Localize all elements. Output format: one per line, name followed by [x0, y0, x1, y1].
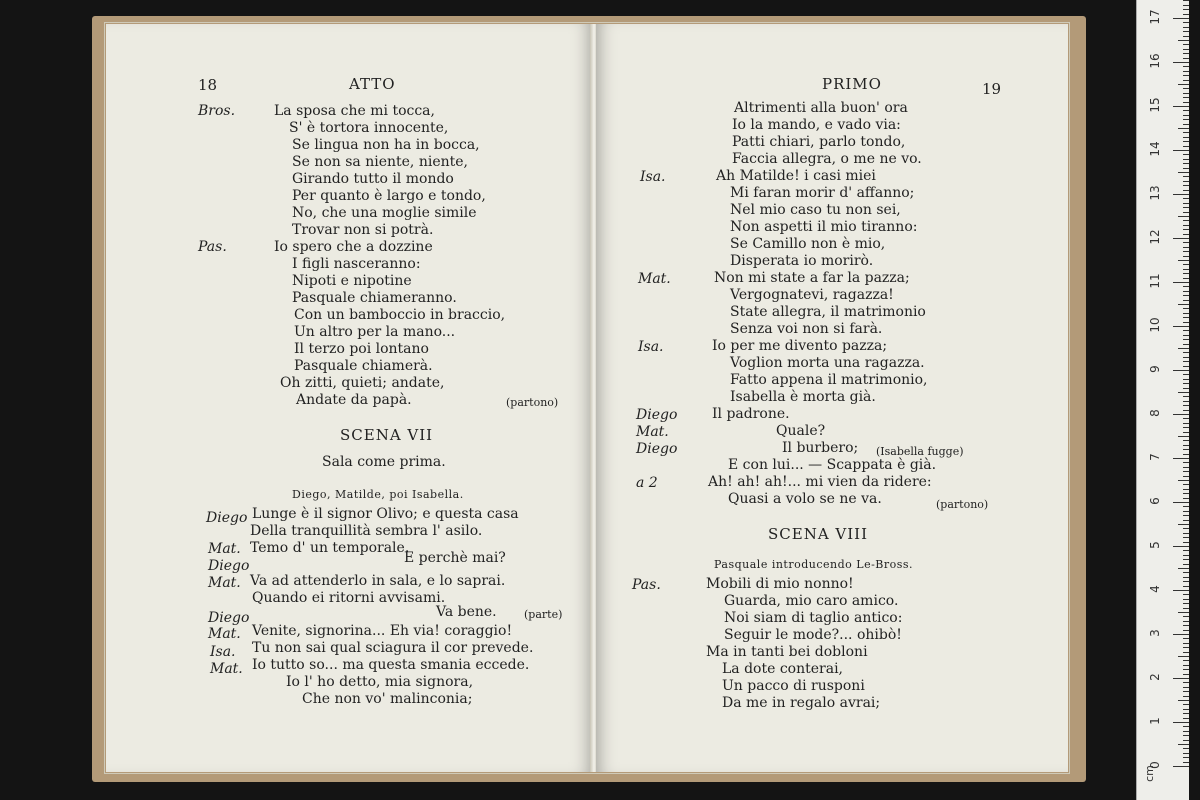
- ruler-number: 10: [1148, 317, 1162, 333]
- ruler-tick: [1183, 476, 1189, 477]
- ruler-tick: [1178, 700, 1189, 701]
- ruler-tick: [1183, 168, 1189, 169]
- ruler-tick: [1183, 704, 1189, 705]
- ruler-tick: [1183, 383, 1189, 384]
- verse-line: Senza voi non si farà.: [730, 321, 883, 337]
- ruler-tick: [1183, 27, 1189, 28]
- ruler-tick: [1178, 656, 1189, 657]
- ruler-tick: [1183, 374, 1189, 375]
- ruler-tick: [1183, 735, 1189, 736]
- verse-line: Se Camillo non è mio,: [730, 236, 886, 252]
- ruler-tick: [1173, 722, 1189, 723]
- ruler-tick: [1183, 110, 1189, 111]
- ruler-tick: [1183, 278, 1189, 279]
- dialogue-line: Della tranquillità sembra l' asilo.: [250, 523, 483, 539]
- ruler-tick: [1183, 44, 1189, 45]
- ruler-tick: [1173, 150, 1189, 151]
- verse-line: Disperata io morirò.: [730, 253, 874, 269]
- ruler-tick: [1183, 388, 1189, 389]
- ruler-tick: [1183, 251, 1189, 252]
- ruler-tick: [1183, 533, 1189, 534]
- verse-line: Altrimenti alla buon' ora: [734, 100, 908, 116]
- verse-line: Io per me divento pazza;: [712, 338, 888, 354]
- ruler-tick: [1183, 577, 1189, 578]
- verse-line: Nel mio caso tu non sei,: [730, 202, 901, 218]
- ruler-tick: [1183, 616, 1189, 617]
- verse-line: Il padrone.: [712, 406, 790, 422]
- ruler-tick: [1178, 260, 1189, 261]
- ruler-tick: [1183, 506, 1189, 507]
- speaker-label: Diego: [208, 558, 250, 574]
- right-page: [596, 24, 1068, 772]
- ruler-tick: [1178, 436, 1189, 437]
- ruler-tick: [1173, 238, 1189, 239]
- verse-line: Mi faran morir d' affanno;: [730, 185, 915, 201]
- ruler-number: 17: [1148, 9, 1162, 25]
- speaker-label: Diego: [636, 407, 678, 423]
- ruler-tick: [1183, 322, 1189, 323]
- dialogue-line: Venite, signorina... Eh via! coraggio!: [252, 623, 513, 639]
- ruler-tick: [1183, 603, 1189, 604]
- ruler-tick: [1183, 687, 1189, 688]
- ruler-tick: [1183, 137, 1189, 138]
- ruler-tick: [1183, 550, 1189, 551]
- verse-line: Fatto appena il matrimonio,: [730, 372, 928, 388]
- ruler-tick: [1183, 119, 1189, 120]
- ruler-tick: [1183, 423, 1189, 424]
- running-head: PRIMO: [822, 75, 882, 93]
- ruler-tick: [1183, 731, 1189, 732]
- speaker-label: Isa.: [210, 644, 236, 660]
- ruler-tick: [1183, 220, 1189, 221]
- ruler-tick: [1183, 440, 1189, 441]
- scene-title: SCENA VIII: [768, 525, 869, 543]
- ruler-number: 7: [1148, 453, 1162, 461]
- verse-line: S' è tortora innocente,: [289, 120, 449, 136]
- ruler-tick: [1183, 352, 1189, 353]
- ruler-tick: [1183, 124, 1189, 125]
- speaker-label: Pas.: [632, 577, 661, 593]
- verse-line: Se non sa niente, niente,: [292, 154, 468, 170]
- ruler-tick: [1183, 511, 1189, 512]
- verse-line: Oh zitti, quieti; andate,: [280, 375, 445, 391]
- ruler-tick: [1183, 75, 1189, 76]
- verse-line: Guarda, mio caro amico.: [724, 593, 899, 609]
- verse-line: Un pacco di rusponi: [722, 678, 865, 694]
- ruler-tick: [1183, 58, 1189, 59]
- ruler-tick: [1173, 282, 1189, 283]
- dialogue-line: E perchè mai?: [404, 550, 506, 566]
- ruler-tick: [1183, 80, 1189, 81]
- ruler-tick: [1183, 242, 1189, 243]
- verse-line: Io spero che a dozzine: [274, 239, 433, 255]
- ruler-tick: [1183, 190, 1189, 191]
- ruler-tick: [1183, 229, 1189, 230]
- ruler-tick: [1183, 594, 1189, 595]
- ruler-tick: [1173, 678, 1189, 679]
- ruler-tick: [1183, 515, 1189, 516]
- ruler-tick: [1183, 330, 1189, 331]
- verse-line: Andate da papà.: [296, 392, 412, 408]
- ruler-tick: [1183, 102, 1189, 103]
- ruler-number: 16: [1148, 53, 1162, 69]
- ruler-tick: [1183, 418, 1189, 419]
- ruler-number: 13: [1148, 185, 1162, 201]
- ruler-tick: [1183, 203, 1189, 204]
- ruler-tick: [1173, 546, 1189, 547]
- ruler-tick: [1183, 141, 1189, 142]
- ruler-tick: [1178, 128, 1189, 129]
- ruler-tick: [1183, 647, 1189, 648]
- speaker-label: Mat.: [210, 661, 243, 677]
- ruler-tick: [1183, 410, 1189, 411]
- ruler-tick: [1173, 458, 1189, 459]
- verse-line: Con un bamboccio in braccio,: [294, 307, 506, 323]
- dialogue-line: Che non vo' malinconia;: [302, 691, 473, 707]
- dialogue-line: Va ad attenderlo in sala, e lo saprai.: [250, 573, 506, 589]
- ruler-tick: [1183, 313, 1189, 314]
- verse-line: Nipoti e nipotine: [292, 273, 412, 289]
- ruler-tick: [1183, 0, 1189, 1]
- stage-direction: (parte): [524, 608, 563, 621]
- ruler-tick: [1183, 379, 1189, 380]
- ruler-tick: [1183, 71, 1189, 72]
- speaker-label: Mat.: [636, 424, 669, 440]
- ruler-tick: [1183, 256, 1189, 257]
- ruler-tick: [1183, 454, 1189, 455]
- verse-line: Il terzo poi lontano: [294, 341, 429, 357]
- dialogue-line: Io tutto so... ma questa smania eccede.: [252, 657, 530, 673]
- speaker-label: Mat.: [638, 271, 671, 287]
- ruler-tick: [1183, 146, 1189, 147]
- ruler-tick: [1183, 599, 1189, 600]
- ruler-tick: [1183, 520, 1189, 521]
- scene-title: SCENA VII: [340, 426, 434, 444]
- ruler-tick: [1183, 674, 1189, 675]
- ruler-tick: [1183, 185, 1189, 186]
- verse-line: Un altro per la mano...: [294, 324, 456, 340]
- ruler-tick: [1173, 326, 1189, 327]
- verse-line: Ma in tanti bei dobloni: [706, 644, 868, 660]
- ruler-tick: [1183, 586, 1189, 587]
- dialogue-line: Quando ei ritorni avvisami.: [252, 590, 446, 606]
- ruler-tick: [1183, 467, 1189, 468]
- ruler-tick: [1183, 269, 1189, 270]
- ruler-tick: [1183, 9, 1189, 10]
- ruler-tick: [1183, 14, 1189, 15]
- ruler-tick: [1183, 652, 1189, 653]
- verse-line: Vergognatevi, ragazza!: [730, 287, 894, 303]
- ruler-tick: [1183, 344, 1189, 345]
- ruler-tick: [1183, 286, 1189, 287]
- verse-line: E con lui... — Scappata è già.: [728, 457, 937, 473]
- scene-setting: Sala come prima.: [322, 454, 446, 470]
- ruler-tick: [1183, 528, 1189, 529]
- ruler-tick: [1178, 612, 1189, 613]
- verse-line: Seguir le mode?... ohibò!: [724, 627, 902, 643]
- scene-characters: Pasquale introducendo Le-Bross.: [714, 558, 914, 571]
- verse-line: Ah! ah! ah!... mi vien da ridere:: [708, 474, 932, 490]
- ruler-tick: [1178, 744, 1189, 745]
- verse-line: Pasquale chiameranno.: [292, 290, 457, 306]
- measuring-ruler: [1136, 0, 1189, 800]
- ruler-tick: [1183, 665, 1189, 666]
- verse-line: Isabella è morta già.: [730, 389, 876, 405]
- running-head: ATTO: [349, 75, 396, 93]
- ruler-number: 12: [1148, 229, 1162, 245]
- page-number: 18: [198, 76, 218, 94]
- ruler-tick: [1178, 172, 1189, 173]
- speaker-label: Bros.: [198, 103, 236, 119]
- ruler-tick: [1183, 22, 1189, 23]
- ruler-tick: [1173, 766, 1189, 767]
- ruler-tick: [1183, 132, 1189, 133]
- speaker-label: a 2: [636, 475, 658, 491]
- ruler-tick: [1178, 40, 1189, 41]
- ruler-tick: [1183, 696, 1189, 697]
- ruler-tick: [1183, 432, 1189, 433]
- ruler-tick: [1183, 339, 1189, 340]
- verse-line: Non aspetti il mio tiranno:: [730, 219, 918, 235]
- ruler-tick: [1183, 608, 1189, 609]
- ruler-tick: [1183, 31, 1189, 32]
- speaker-label: Mat.: [208, 541, 241, 557]
- ruler-tick: [1183, 291, 1189, 292]
- ruler-tick: [1183, 207, 1189, 208]
- verse-line: Quasi a volo se ne va.: [728, 491, 882, 507]
- ruler-tick: [1183, 427, 1189, 428]
- ruler-tick: [1183, 709, 1189, 710]
- speaker-label: Diego: [206, 510, 248, 526]
- ruler-tick: [1183, 462, 1189, 463]
- ruler-tick: [1178, 216, 1189, 217]
- ruler-tick: [1173, 590, 1189, 591]
- ruler-tick: [1178, 348, 1189, 349]
- verse-line: State allegra, il matrimonio: [730, 304, 926, 320]
- ruler-tick: [1183, 643, 1189, 644]
- ruler-tick: [1178, 84, 1189, 85]
- ruler-tick: [1183, 621, 1189, 622]
- ruler-tick: [1183, 498, 1189, 499]
- ruler-tick: [1183, 176, 1189, 177]
- ruler-number: 11: [1148, 273, 1162, 289]
- ruler-tick: [1183, 559, 1189, 560]
- verse-line: Da me in regalo avrai;: [722, 695, 881, 711]
- ruler-tick: [1183, 682, 1189, 683]
- ruler-tick: [1183, 669, 1189, 670]
- ruler-tick: [1183, 449, 1189, 450]
- ruler-tick: [1183, 163, 1189, 164]
- ruler-tick: [1183, 88, 1189, 89]
- ruler-tick: [1183, 264, 1189, 265]
- ruler-tick: [1183, 357, 1189, 358]
- ruler-unit: cm: [1142, 765, 1156, 782]
- verse-line: Noi siam di taglio antico:: [724, 610, 903, 626]
- dialogue-line: Lunge è il signor Olivo; e questa casa: [252, 506, 519, 522]
- ruler-tick: [1173, 502, 1189, 503]
- left-page: [106, 24, 592, 772]
- verse-line: Faccia allegra, o me ne vo.: [732, 151, 922, 167]
- ruler-tick: [1183, 484, 1189, 485]
- ruler-tick: [1178, 304, 1189, 305]
- speaker-label: Diego: [636, 441, 678, 457]
- ruler-tick: [1183, 713, 1189, 714]
- ruler-tick: [1178, 480, 1189, 481]
- ruler-tick: [1183, 625, 1189, 626]
- speaker-label: Mat.: [208, 626, 241, 642]
- ruler-number: 3: [1148, 629, 1162, 637]
- dialogue-line: Va bene.: [436, 604, 497, 620]
- verse-line: La sposa che mi tocca,: [274, 103, 435, 119]
- ruler-number: 0: [1148, 761, 1162, 769]
- ruler-tick: [1173, 370, 1189, 371]
- verse-line: Se lingua non ha in bocca,: [292, 137, 480, 153]
- ruler-tick: [1183, 396, 1189, 397]
- verse-line: La dote conterai,: [722, 661, 844, 677]
- ruler-tick: [1183, 489, 1189, 490]
- verse-line: Pasquale chiamerà.: [294, 358, 433, 374]
- verse-line: Non mi state a far la pazza;: [714, 270, 910, 286]
- ruler-tick: [1183, 757, 1189, 758]
- ruler-tick: [1178, 568, 1189, 569]
- ruler-tick: [1183, 361, 1189, 362]
- ruler-tick: [1183, 366, 1189, 367]
- ruler-tick: [1173, 194, 1189, 195]
- ruler-tick: [1183, 762, 1189, 763]
- ruler-tick: [1183, 537, 1189, 538]
- ruler-tick: [1183, 405, 1189, 406]
- ruler-tick: [1183, 93, 1189, 94]
- ruler-tick: [1183, 308, 1189, 309]
- ruler-tick: [1183, 493, 1189, 494]
- ruler-tick: [1183, 36, 1189, 37]
- ruler-tick: [1183, 335, 1189, 336]
- dialogue-line: Temo d' un temporale.: [250, 540, 410, 556]
- page-number: 19: [982, 80, 1002, 98]
- dialogue-line: Io l' ho detto, mia signora,: [286, 674, 474, 690]
- ruler-tick: [1183, 198, 1189, 199]
- ruler-tick: [1183, 181, 1189, 182]
- ruler-tick: [1183, 317, 1189, 318]
- ruler-number: 9: [1148, 365, 1162, 373]
- ruler-tick: [1183, 225, 1189, 226]
- ruler-tick: [1183, 445, 1189, 446]
- ruler-tick: [1183, 247, 1189, 248]
- ruler-tick: [1173, 62, 1189, 63]
- ruler-number: 14: [1148, 141, 1162, 157]
- ruler-tick: [1183, 691, 1189, 692]
- ruler-tick: [1178, 392, 1189, 393]
- ruler-tick: [1183, 295, 1189, 296]
- ruler-tick: [1183, 660, 1189, 661]
- speaker-label: Diego: [208, 610, 250, 626]
- ruler-tick: [1183, 542, 1189, 543]
- ruler-tick: [1183, 49, 1189, 50]
- ruler-tick: [1183, 66, 1189, 67]
- verse-line: Mobili di mio nonno!: [706, 576, 854, 592]
- verse-line: Voglion morta una ragazza.: [730, 355, 925, 371]
- verse-line: Girando tutto il mondo: [292, 171, 454, 187]
- ruler-number: 1: [1148, 717, 1162, 725]
- speaker-label: Isa.: [640, 169, 666, 185]
- ruler-tick: [1173, 18, 1189, 19]
- ruler-tick: [1173, 634, 1189, 635]
- ruler-tick: [1183, 5, 1189, 6]
- verse-line: Per quanto è largo e tondo,: [292, 188, 486, 204]
- ruler-tick: [1183, 53, 1189, 54]
- ruler-tick: [1183, 581, 1189, 582]
- ruler-tick: [1183, 638, 1189, 639]
- ruler-tick: [1183, 555, 1189, 556]
- ruler-number: 4: [1148, 585, 1162, 593]
- ruler-tick: [1183, 273, 1189, 274]
- ruler-tick: [1183, 726, 1189, 727]
- ruler-tick: [1178, 524, 1189, 525]
- ruler-tick: [1183, 300, 1189, 301]
- ruler-number: 6: [1148, 497, 1162, 505]
- ruler-tick: [1173, 414, 1189, 415]
- ruler-tick: [1183, 115, 1189, 116]
- scene-characters: Diego, Matilde, poi Isabella.: [292, 488, 464, 501]
- ruler-tick: [1183, 564, 1189, 565]
- verse-line: Ah Matilde! i casi miei: [716, 168, 876, 184]
- ruler-tick: [1183, 630, 1189, 631]
- ruler-tick: [1183, 471, 1189, 472]
- verse-line: Trovar non si potrà.: [292, 222, 434, 238]
- ruler-tick: [1183, 212, 1189, 213]
- ruler-tick: [1183, 159, 1189, 160]
- verse-line: I figli nasceranno:: [292, 256, 421, 272]
- verse-line: Quale?: [776, 423, 826, 439]
- ruler-number: 2: [1148, 673, 1162, 681]
- ruler-tick: [1183, 572, 1189, 573]
- stage-direction: (Isabella fugge): [876, 445, 964, 458]
- verse-line: Patti chiari, parlo tondo,: [732, 134, 906, 150]
- verse-line: No, che una moglie simile: [292, 205, 477, 221]
- ruler-tick: [1173, 106, 1189, 107]
- ruler-tick: [1183, 748, 1189, 749]
- ruler-tick: [1183, 740, 1189, 741]
- ruler-number: 8: [1148, 409, 1162, 417]
- ruler-tick: [1183, 154, 1189, 155]
- ruler-tick: [1183, 234, 1189, 235]
- ruler-tick: [1183, 718, 1189, 719]
- verse-line: Il burbero;: [782, 440, 859, 456]
- speaker-label: Mat.: [208, 575, 241, 591]
- dialogue-line: Tu non sai qual sciagura il cor prevede.: [252, 640, 534, 656]
- stage-direction: (partono): [936, 498, 989, 511]
- ruler-tick: [1183, 401, 1189, 402]
- ruler-tick: [1183, 97, 1189, 98]
- ruler-tick: [1183, 753, 1189, 754]
- speaker-label: Isa.: [638, 339, 664, 355]
- ruler-number: 15: [1148, 97, 1162, 113]
- stage-direction: (partono): [506, 396, 559, 409]
- speaker-label: Pas.: [198, 239, 227, 255]
- verse-line: Io la mando, e vado via:: [732, 117, 901, 133]
- ruler-number: 5: [1148, 541, 1162, 549]
